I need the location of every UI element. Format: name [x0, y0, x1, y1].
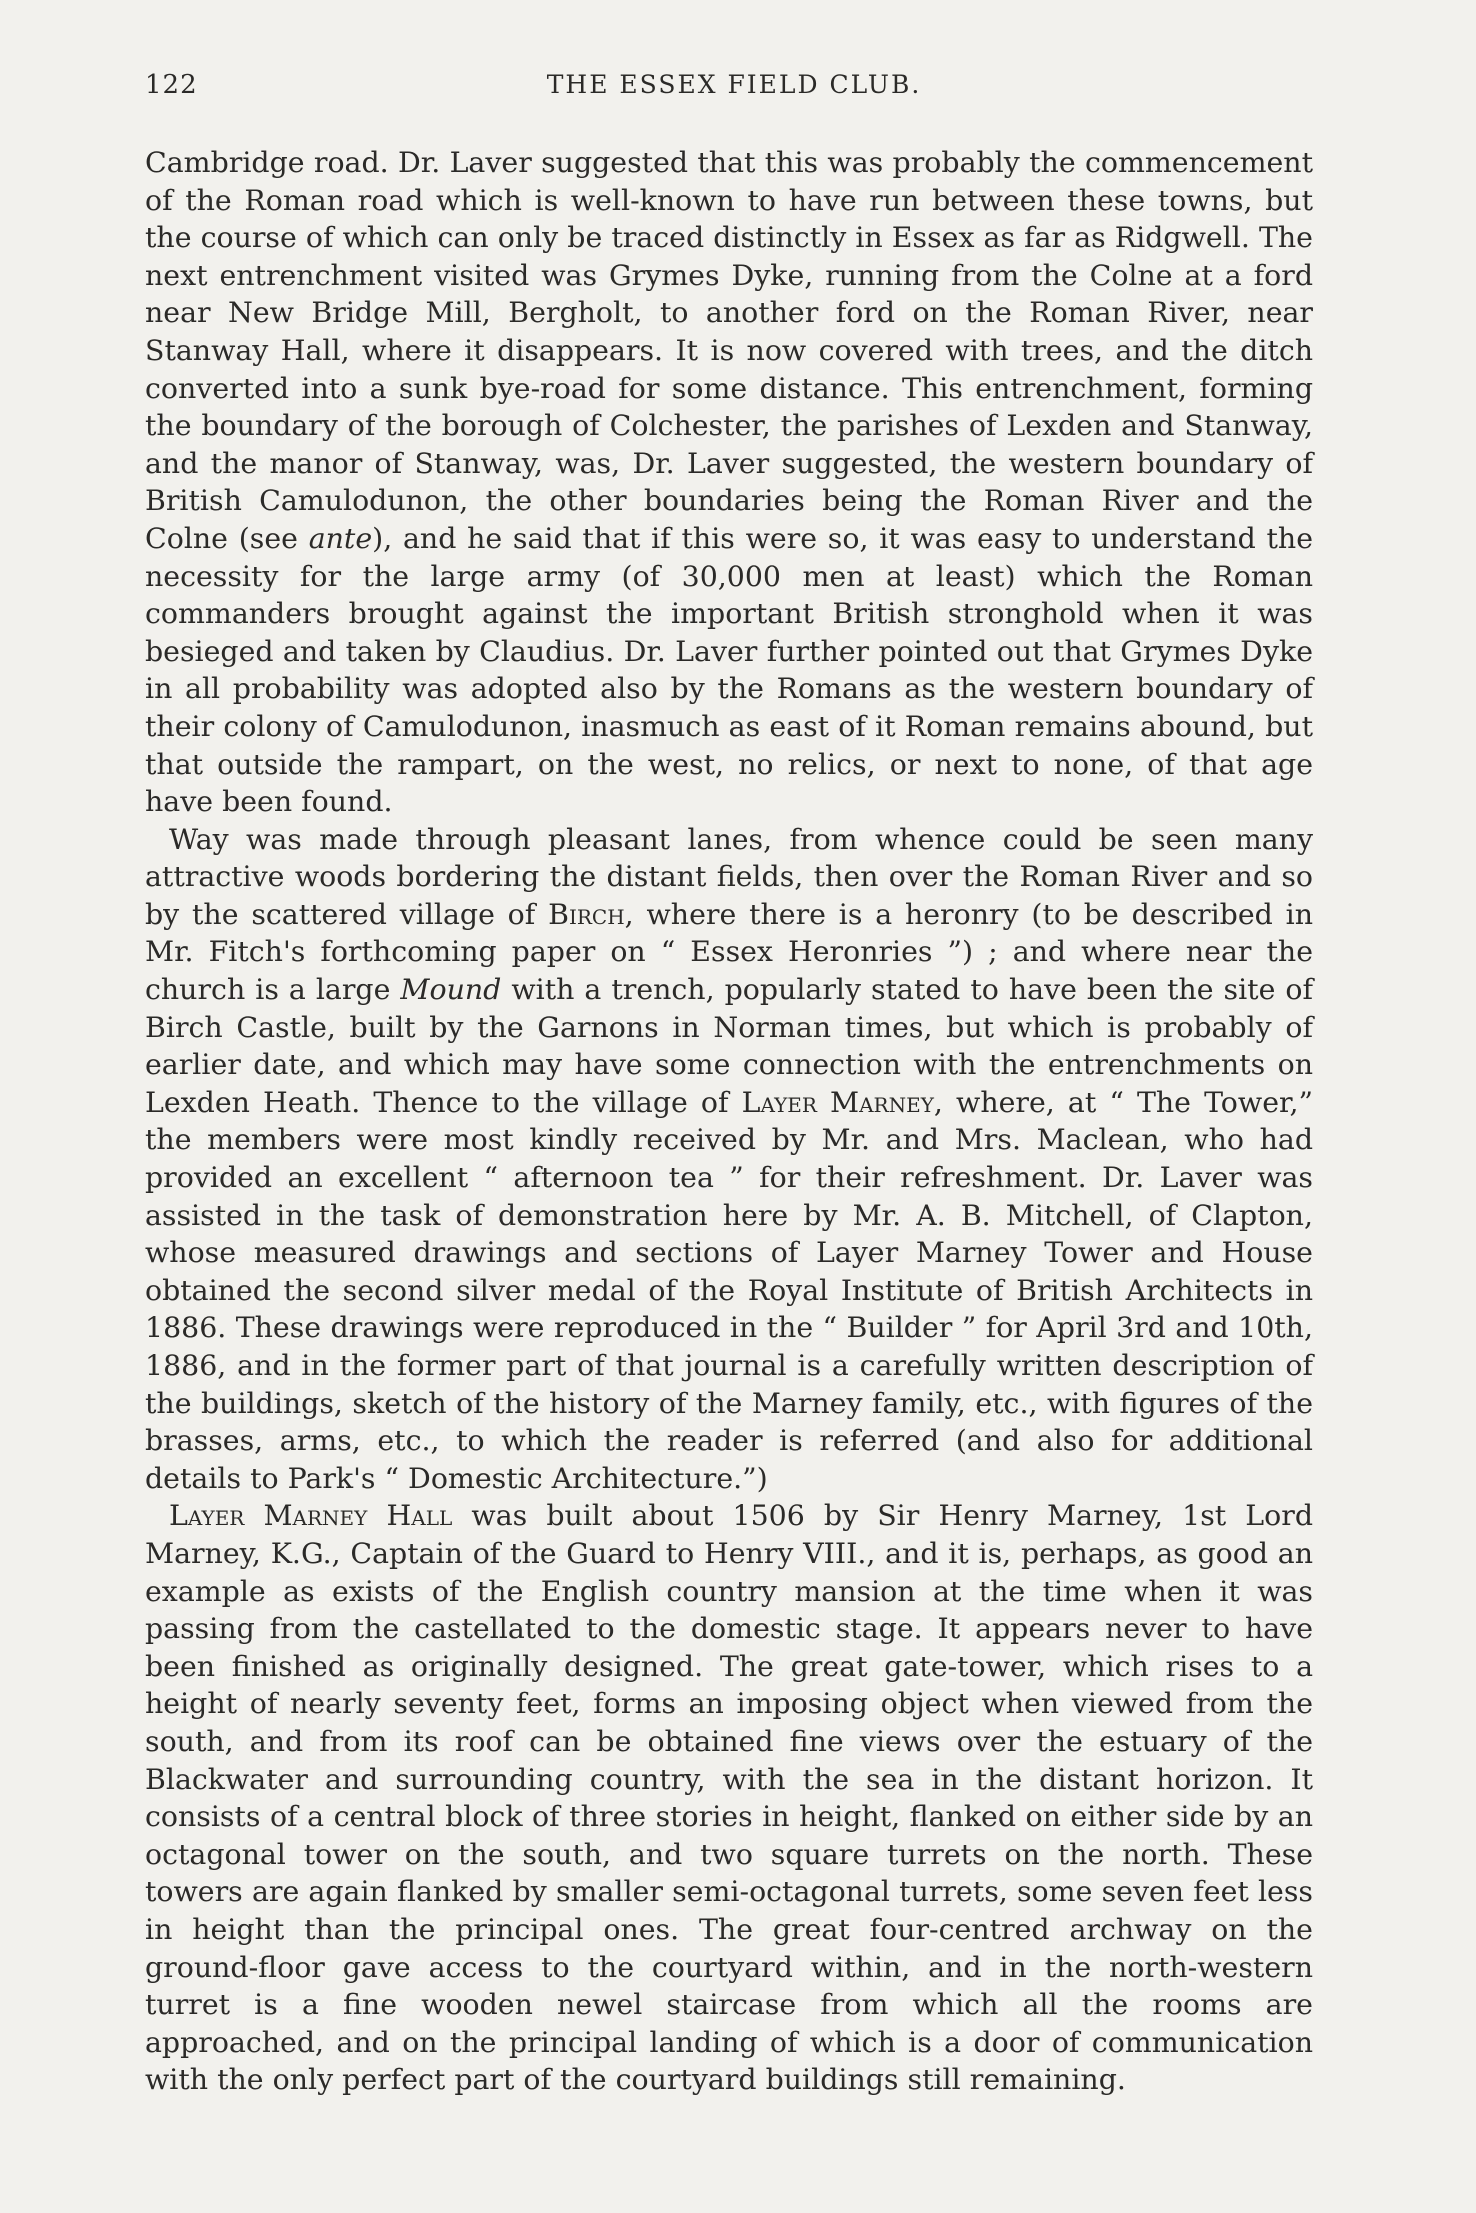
text-run: , where, at “ The Tower,” the members were most kindly received by Mr. and Mrs. Maclean, who had provided an excellent “ afternoon tea ” for their refreshment. Dr. Laver was assisted in the task of demonstration here by Mr. A. B. Mitchell, of Clapton, whose measured drawings and sections of Layer Marney Tower and House obtained the second silver medal of the Royal Institute of British Architects in 1886. These drawings were reproduced in the “ Builder ” for April 3rd and 10th, 1886, and in the former part of that journal is a carefully written description of the buildings, sketch of the history of the Marney family, etc., with figures of the brasses, arms, etc., to which the reader is referred (and also for additional details to Park's “ Domestic Architecture.”)	[145, 1085, 1313, 1495]
page-number: 122	[145, 70, 198, 100]
paragraph-birch-layer-marney	[145, 821, 1313, 1498]
body-text	[145, 144, 1313, 2099]
smallcaps-layer-marney: Layer Marney	[741, 1085, 934, 1119]
italic-ante: ante	[308, 521, 373, 555]
text-run: was built about 1506 by Sir Henry Marney, 1st Lord Marney, K.G., Captain of the Guard to Henry VIII., and it is, perhaps, as good an example as exists of the English country mansion at the time when it was passing from the castellated to the domestic stage. It appears never to have been finished as originally designed. The great gate-tower, which rises to a height of nearly seventy feet, forms an imposing object when viewed from the south, and from its roof can be obtained fine views over the estuary of the Blackwater and surrounding country, with the sea in the distant horizon. It consists of a central block of three stories in height, flanked on either side by an octagonal tower on the south, and two square turrets on the north. These towers are again flanked by smaller semi-octagonal turrets, some seven feet less in height than the principal ones. The great four-centred archway on the ground-floor gave access to the courtyard within, and in the north-western turret is a fine wooden newel staircase from which all the rooms are approached, and on the principal landing of which is a door of communication with the only perfect part of the courtyard buildings still remaining.	[145, 1499, 1314, 2097]
italic-mound: Mound	[400, 973, 502, 1007]
text-run: ), and he said that if this were so, it was easy to understand the necessity for the large army (of 30,000 men at least) which the Roman commanders brought against the important British stronghold when it was besieged and taken by Claudius. Dr. Laver further pointed out that Grymes Dyke in all probability was adopted also by the Romans as the western boundary of their colony of Camulodunon, inasmuch as east of it Roman remains abound, but that outside the rampart, on the west, no relics, or next to none, of that age have been found.	[145, 521, 1314, 819]
paragraph-grymes-dyke	[145, 144, 1313, 821]
running-head	[145, 70, 1323, 110]
journal-title: THE ESSEX FIELD CLUB.	[546, 70, 922, 99]
smallcaps-birch: Birch	[548, 897, 625, 931]
text-run: with a trench, popularly stated to have been the site of Birch Castle, built by the Garnons in Norman times, but which is probably of earlier date, and which may have some connection with the entrenchments on Lexden Heath. Thence to the village of	[145, 973, 1313, 1119]
text-run: , where there is a heronry (to be described in Mr. Fitch's forthcoming paper on “ Essex Heronries ”) ; and where near the church is a large	[145, 897, 1313, 1007]
text-run: Way was made through pleasant lanes, from whence could be seen many attractive woods bordering the distant fields, then over the Roman River and so by the scattered village of	[145, 822, 1313, 931]
smallcaps-layer-marney-hall: Layer Marney Hall	[169, 1499, 453, 1533]
paragraph-layer-marney-hall	[145, 1497, 1313, 2099]
text-run: Cambridge road. Dr. Laver suggested that this was probably the commencement of the Roman road which is well-known to have run between these towns, but the course of which can only be traced distinctly in Essex as far as Ridgwell. The next entrenchment visited was Grymes Dyke, running from the Colne at a ford near New Bridge Mill, Bergholt, to another ford on the Roman River, near Stanway Hall, where it disappears. It is now covered with trees, and the ditch converted into a sunk bye-road for some distance. This entrenchment, forming the boundary of the borough of Colchester, the parishes of Lexden and Stanway, and the manor of Stanway, was, Dr. Laver suggested, the western boundary of British Camulodunon, the other boundaries being the Roman River and the Colne (see	[145, 146, 1313, 555]
